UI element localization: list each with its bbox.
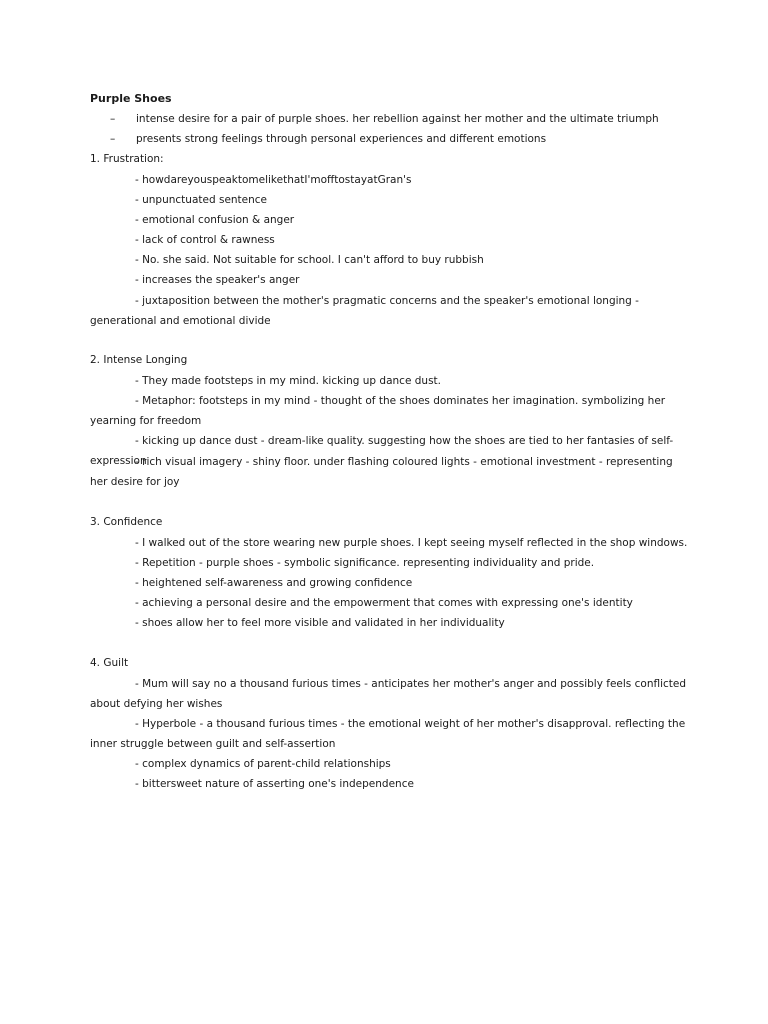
intro-item: [110, 113, 659, 125]
bullet-item: - bittersweet nature of asserting one's independence: [135, 778, 414, 790]
intro-text: presents strong feelings through personal experiences and different emotions: [136, 133, 547, 145]
bullet-item: - Mum will say no a thousand furious times - anticipates her mother's anger and possibly feels conflicted about defying her wishes: [90, 678, 687, 710]
section-heading: 4. Guilt: [90, 657, 129, 669]
intro-dash: –: [110, 113, 116, 125]
bullet-item: - Metaphor: footsteps in my mind - thought of the shoes dominates her imagination. symbolizing her yearning for freedom: [90, 395, 666, 427]
bullet-item: - rich visual imagery - shiny floor. under flashing coloured lights - emotional investment - representing her desire for joy: [90, 456, 673, 488]
section-heading: 1. Frustration:: [90, 153, 164, 165]
bullet-item: - No. she said. Not suitable for school. I can't afford to buy rubbish: [135, 254, 484, 266]
document-title: Purple Shoes: [90, 92, 172, 105]
bullet-item: - Hyperbole - a thousand furious times - the emotional weight of her mother's disapproval. reflecting the inner struggle between guilt and self-assertion: [90, 718, 686, 750]
bullet-item: - complex dynamics of parent-child relationships: [135, 758, 391, 770]
bullet-item: - increases the speaker's anger: [135, 274, 300, 286]
bullet-item: - shoes allow her to feel more visible and validated in her individuality: [135, 617, 505, 629]
bullet-item: - emotional confusion & anger: [135, 214, 295, 226]
section-heading: 3. Confidence: [90, 516, 163, 528]
bullet-item: - lack of control & rawness: [135, 234, 275, 246]
bullet-item: - achieving a personal desire and the empowerment that comes with expressing one's identity: [135, 597, 633, 609]
bullet-item: - Repetition - purple shoes - symbolic significance. representing individuality and pride.: [135, 557, 595, 569]
bullet-item: - heightened self-awareness and growing confidence: [135, 577, 413, 589]
intro-text: intense desire for a pair of purple shoes. her rebellion against her mother and the ultimate triumph: [136, 113, 659, 125]
intro-dash: –: [110, 133, 116, 145]
section-heading: 2. Intense Longing: [90, 354, 188, 366]
bullet-item: - juxtaposition between the mother's pragmatic concerns and the speaker's emotional longing -generational and emotional divide: [90, 295, 639, 327]
bullet-item: - They made footsteps in my mind. kicking up dance dust.: [135, 375, 441, 387]
bullet-item: - I walked out of the store wearing new purple shoes. I kept seeing myself reflected in the shop windows.: [135, 537, 688, 549]
bullet-item: - unpunctuated sentence: [135, 194, 268, 206]
intro-item: [110, 133, 546, 145]
bullet-item: - kicking up dance dust - dream-like quality. suggesting how the shoes are tied to her fantasies of self-expression: [90, 435, 674, 467]
bullet-item: - howdareyouspeaktomelikethatI'mofftostayatGran's: [135, 174, 412, 186]
